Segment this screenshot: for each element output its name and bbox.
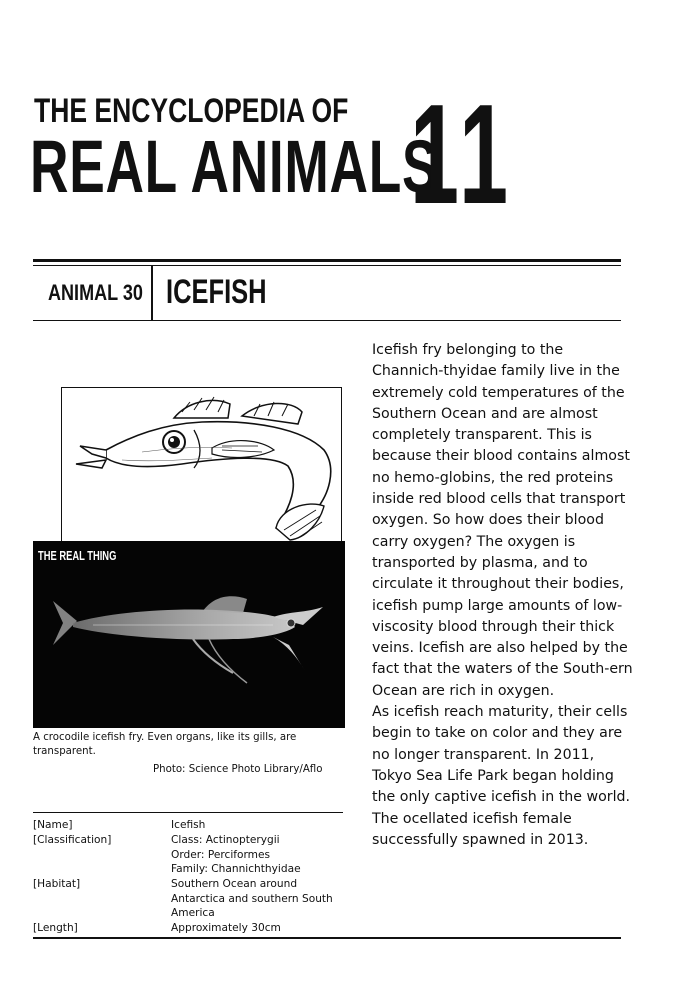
info-value-habitat xyxy=(171,877,361,921)
description-paragraph-2: As icefish reach maturity, their cells begin to take on color and they are no longer transparent. In 2011, Tokyo Sea Life Park began holding the only captive icefish in the world. The ocellated icefish female successfully spawned in 2013. xyxy=(372,704,631,848)
info-key-classification: [Classification] xyxy=(33,834,112,846)
section-divider xyxy=(151,266,153,321)
info-value-line: Class: Actinopterygii xyxy=(171,834,280,846)
info-value-name xyxy=(171,818,361,833)
animal-name-heading: ICEFISH xyxy=(166,273,267,311)
real-thing-label: THE REAL THING xyxy=(38,548,117,563)
info-value-line: Southern Ocean around xyxy=(171,878,298,890)
icefish-illustration xyxy=(61,387,342,543)
info-value-line: America xyxy=(171,907,215,920)
page-bottom-rule xyxy=(33,937,621,939)
icefish-photo-image xyxy=(33,541,345,728)
info-value-line: Icefish xyxy=(171,819,206,831)
photo-caption: A crocodile icefish fry. Even organs, like its gills, are transparent. xyxy=(33,732,297,757)
photo-credit: Photo: Science Photo Library/Aflo xyxy=(153,764,323,775)
info-value-line: Approximately 30cm xyxy=(171,922,281,934)
section-top-rule-thick xyxy=(33,259,621,262)
section-top-rule-thin xyxy=(33,265,621,266)
section-bottom-rule xyxy=(33,320,621,321)
icefish-drawing xyxy=(62,388,341,542)
volume-number: 11 xyxy=(410,75,513,234)
animal-number-label: ANIMAL 30 xyxy=(48,280,143,305)
description-paragraph-1: Icefish fry belonging to the Channich-thyidae family live in the extremely cold temperatures of the Southern Ocean and are almost completely transparent. This is because their blood contains almost no hemo-globins, the red proteins inside red blood cells that transport oxygen. So how does their blood carry oxygen? The oxygen is transported by plasma, and to circulate it throughout their bodies, icefish pump large amounts of low-viscosity blood through their thick veins. Icefish are also helped by the fact that the waters of the South-ern Ocean are rich in oxygen. xyxy=(372,342,633,699)
info-value-line: Family: Channichthyidae xyxy=(171,863,301,876)
icefish-photo xyxy=(33,541,345,728)
info-value-length xyxy=(171,921,361,936)
info-key-length: [Length] xyxy=(33,922,78,934)
encyclopedia-title-line2: REAL ANIMALS xyxy=(30,125,439,208)
info-value-line: Antarctica and southern South xyxy=(171,892,333,905)
encyclopedia-title-line1: THE ENCYCLOPEDIA OF xyxy=(34,92,349,130)
info-key-habitat: [Habitat] xyxy=(33,878,81,890)
info-key-name: [Name] xyxy=(33,819,73,831)
description-text xyxy=(372,340,634,851)
info-value-line: Order: Perciformes xyxy=(171,848,271,861)
info-value-classification xyxy=(171,833,361,877)
info-top-rule xyxy=(33,812,343,813)
